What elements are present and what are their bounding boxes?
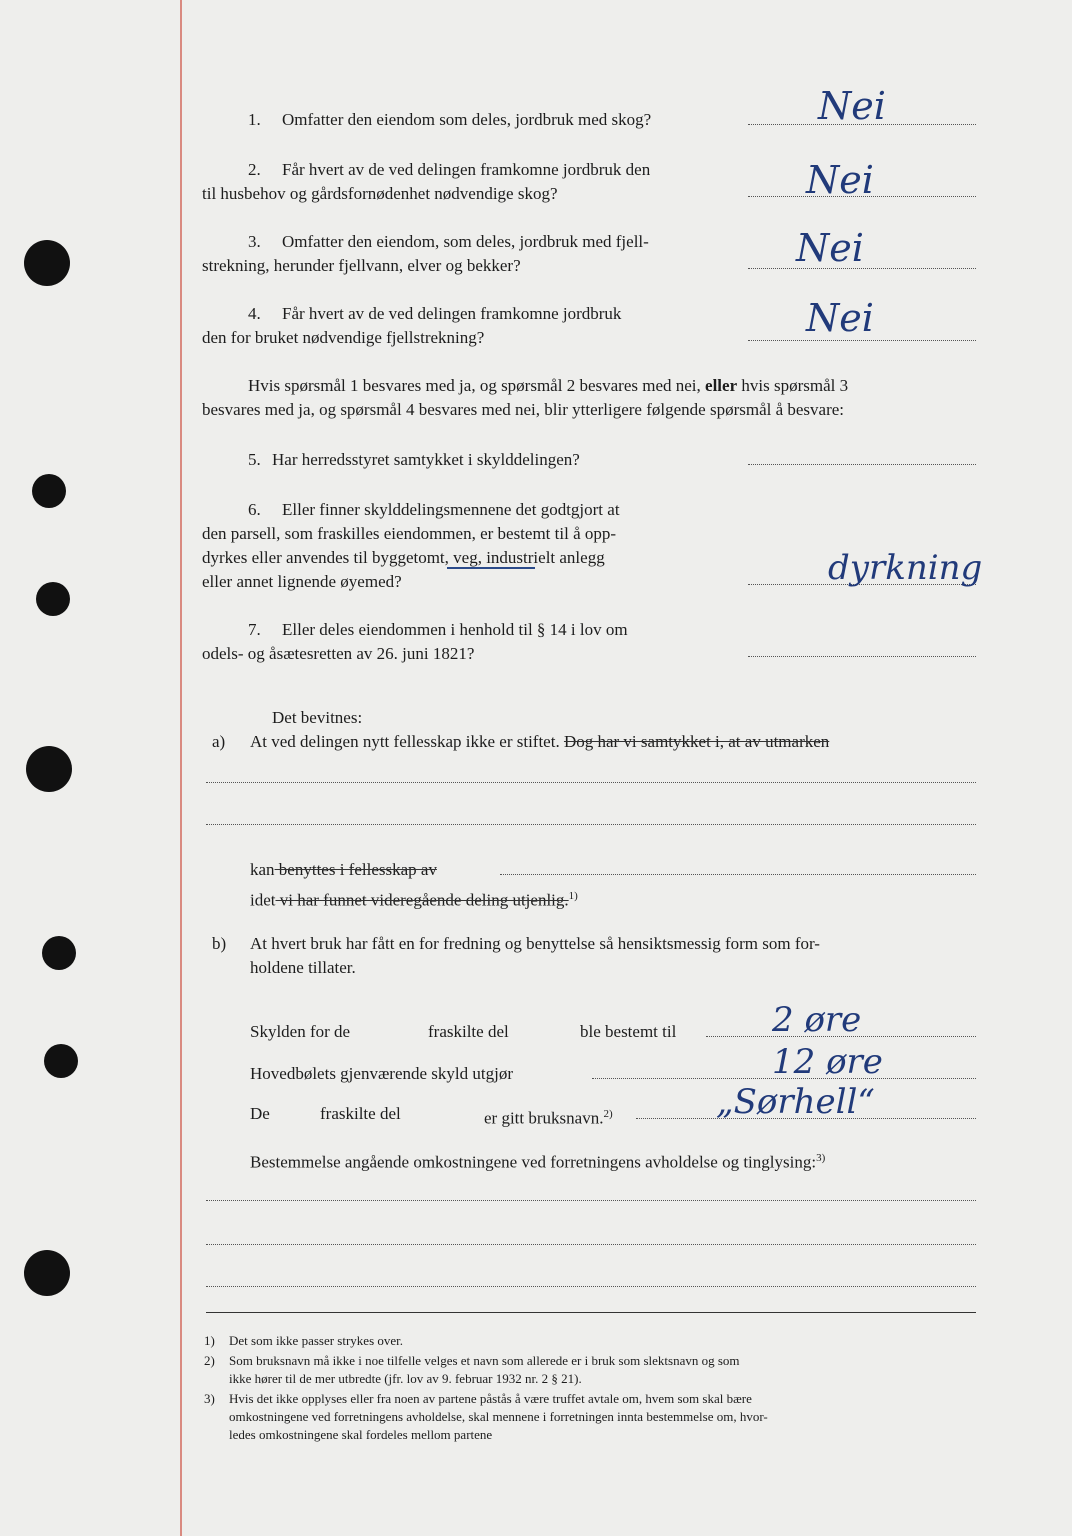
answer-line-7 bbox=[748, 656, 976, 657]
idet-line bbox=[250, 884, 578, 913]
hoved-value: 12 øre bbox=[772, 1042, 883, 1082]
punch-hole bbox=[44, 1044, 78, 1078]
question-3-text-line1: Omfatter den eiendom, som deles, jordbruk med fjell- bbox=[282, 232, 649, 251]
question-6-text-line1: Eller finner skylddelingsmennene det godtgjort at bbox=[282, 500, 620, 519]
question-6-text-line3: dyrkes eller anvendes til byggetomt, veg, industrielt anlegg bbox=[202, 548, 605, 567]
answer-line-4 bbox=[748, 340, 976, 341]
footnote-separator bbox=[206, 1312, 976, 1313]
bevitnes-a-label: a) bbox=[212, 732, 226, 751]
punch-hole bbox=[26, 746, 72, 792]
hoved-label: Hovedbølets gjenværende skyld utgjør bbox=[250, 1064, 513, 1083]
skyld-label-b: fraskilte del bbox=[428, 1022, 509, 1041]
bestemmelse-label bbox=[250, 1146, 825, 1175]
question-3-text-line2: strekning, herunder fjellvann, elver og bekker? bbox=[202, 256, 521, 275]
intro-line-2: besvares med ja, og spørsmål 4 besvares med nei, blir ytterligere følgende spørsmål å besvare: bbox=[202, 400, 845, 419]
question-5-number: 5. bbox=[248, 450, 261, 469]
answer-2: Nei bbox=[806, 158, 874, 202]
intro-line-1-a: Hvis spørsmål 1 besvares med ja, og spørsmål 2 besvares med nei, bbox=[248, 376, 706, 395]
punch-hole bbox=[24, 240, 70, 286]
footnote-1-mark: 1) bbox=[204, 1333, 215, 1348]
bestemmelse-line-2 bbox=[206, 1244, 976, 1245]
question-6-text-line2: den parsell, som fraskilles eiendommen, er bestemt til å opp- bbox=[202, 524, 617, 543]
bevitnes-heading: Det bevitnes: bbox=[272, 708, 363, 727]
skyld-value: 2 øre bbox=[772, 1000, 862, 1040]
bevitnes-blank-line-1 bbox=[206, 782, 976, 783]
kan-struck: benyttes i fellesskap av bbox=[274, 860, 437, 879]
punch-hole bbox=[42, 936, 76, 970]
question-3-number: 3. bbox=[248, 232, 261, 251]
question-4-text-line2: den for bruket nødvendige fjellstrekning? bbox=[202, 328, 485, 347]
de-footnote-ref: 2) bbox=[603, 1108, 613, 1120]
de-value: „Sørhell“ bbox=[716, 1082, 875, 1122]
question-2-text-line2: til husbehov og gårdsfornødenhet nødvendige skog? bbox=[202, 184, 558, 203]
bevitnes-a-text bbox=[250, 730, 829, 754]
footnote-2-mark: 2) bbox=[204, 1353, 215, 1368]
footnote-3-line3: ledes omkostningene skal fordeles mellom partene bbox=[229, 1427, 493, 1442]
de-label-c-text: er gitt bruksnavn. bbox=[484, 1108, 604, 1128]
question-1-number: 1. bbox=[248, 110, 261, 129]
bestemmelse-line-3 bbox=[206, 1286, 976, 1287]
question-7-text-line2: odels- og åsætesretten av 26. juni 1821? bbox=[202, 644, 475, 663]
idet-footnote-ref: 1) bbox=[568, 890, 578, 902]
intro-line-1-bold: eller bbox=[705, 376, 738, 395]
footnote-3-line2: omkostningene ved forretningens avholdelse, skal mennene i forretningen innta bestemmelse om, hvor- bbox=[229, 1409, 768, 1424]
margin-line bbox=[180, 0, 182, 1536]
idet-word: idet bbox=[250, 890, 276, 910]
footnote-2-line1: Som bruksnavn må ikke i noe tilfelle velges et navn som allerede er i bruk som slektsnavn og som bbox=[229, 1353, 740, 1368]
answer-line-5 bbox=[748, 464, 976, 465]
bestemmelse-text: Bestemmelse angående omkostningene ved forretningens avholdelse og tinglysing: bbox=[250, 1152, 817, 1172]
question-4-text-line1: Får hvert av de ved delingen framkomne jordbruk bbox=[282, 304, 622, 323]
kan-line bbox=[250, 858, 437, 882]
bestemmelse-footnote-ref: 3) bbox=[816, 1152, 826, 1164]
answer-6: dyrkning bbox=[828, 548, 983, 588]
kan-line-dots bbox=[500, 874, 976, 875]
skyld-label-c: ble bestemt til bbox=[580, 1022, 677, 1041]
answer-4: Nei bbox=[806, 296, 874, 340]
footnote-3-mark: 3) bbox=[204, 1391, 215, 1406]
question-7-number: 7. bbox=[248, 620, 261, 639]
bestemmelse-line-1 bbox=[206, 1200, 976, 1201]
answer-3: Nei bbox=[796, 226, 864, 270]
footnote-2-line2: ikke hører til de mer utbredte (jfr. lov av 9. februar 1932 nr. 2 § 21). bbox=[229, 1371, 582, 1386]
question-1-text: Omfatter den eiendom som deles, jordbruk med skog? bbox=[282, 110, 652, 129]
question-6-number: 6. bbox=[248, 500, 261, 519]
footnote-3-line1: Hvis det ikke opplyses eller fra noen av partene påstås å være truffet avtale om, hvem som skal bære bbox=[229, 1391, 752, 1406]
bevitnes-a-main: At ved delingen nytt fellesskap ikke er stiftet. bbox=[250, 732, 560, 751]
question-4-number: 4. bbox=[248, 304, 261, 323]
de-label-b: fraskilte del bbox=[320, 1104, 401, 1123]
bevitnes-a-struck: Dog har vi samtykket i, at av utmarken bbox=[563, 732, 830, 751]
intro-line-1 bbox=[248, 374, 848, 398]
answer-1: Nei bbox=[818, 84, 886, 128]
byggetomt-underline bbox=[447, 567, 535, 569]
de-label-c bbox=[484, 1102, 613, 1131]
footnote-1-line1: Det som ikke passer strykes over. bbox=[229, 1333, 404, 1348]
question-2-text-line1: Får hvert av de ved delingen framkomne jordbruk den bbox=[282, 160, 651, 179]
kan-word: kan bbox=[250, 860, 275, 879]
punch-hole bbox=[24, 1250, 70, 1296]
punch-hole bbox=[32, 474, 66, 508]
punch-hole bbox=[36, 582, 70, 616]
question-5-text: Har herredsstyret samtykket i skylddelingen? bbox=[272, 450, 580, 469]
bevitnes-blank-line-2 bbox=[206, 824, 976, 825]
intro-line-1-b: hvis spørsmål 3 bbox=[737, 376, 849, 395]
question-6-text-line4: eller annet lignende øyemed? bbox=[202, 572, 402, 591]
question-7-text-line1: Eller deles eiendommen i henhold til § 14 i lov om bbox=[282, 620, 628, 639]
bevitnes-b-line2: holdene tillater. bbox=[250, 958, 356, 977]
skyld-label-a: Skylden for de bbox=[250, 1022, 351, 1041]
idet-struck: vi har funnet videregående deling utjenlig. bbox=[275, 890, 569, 910]
question-2-number: 2. bbox=[248, 160, 261, 179]
bevitnes-b-label: b) bbox=[212, 934, 227, 953]
bevitnes-b-line1: At hvert bruk har fått en for fredning og benyttelse så hensiktsmessig form som for- bbox=[250, 934, 820, 953]
de-label-a: De bbox=[250, 1104, 270, 1123]
